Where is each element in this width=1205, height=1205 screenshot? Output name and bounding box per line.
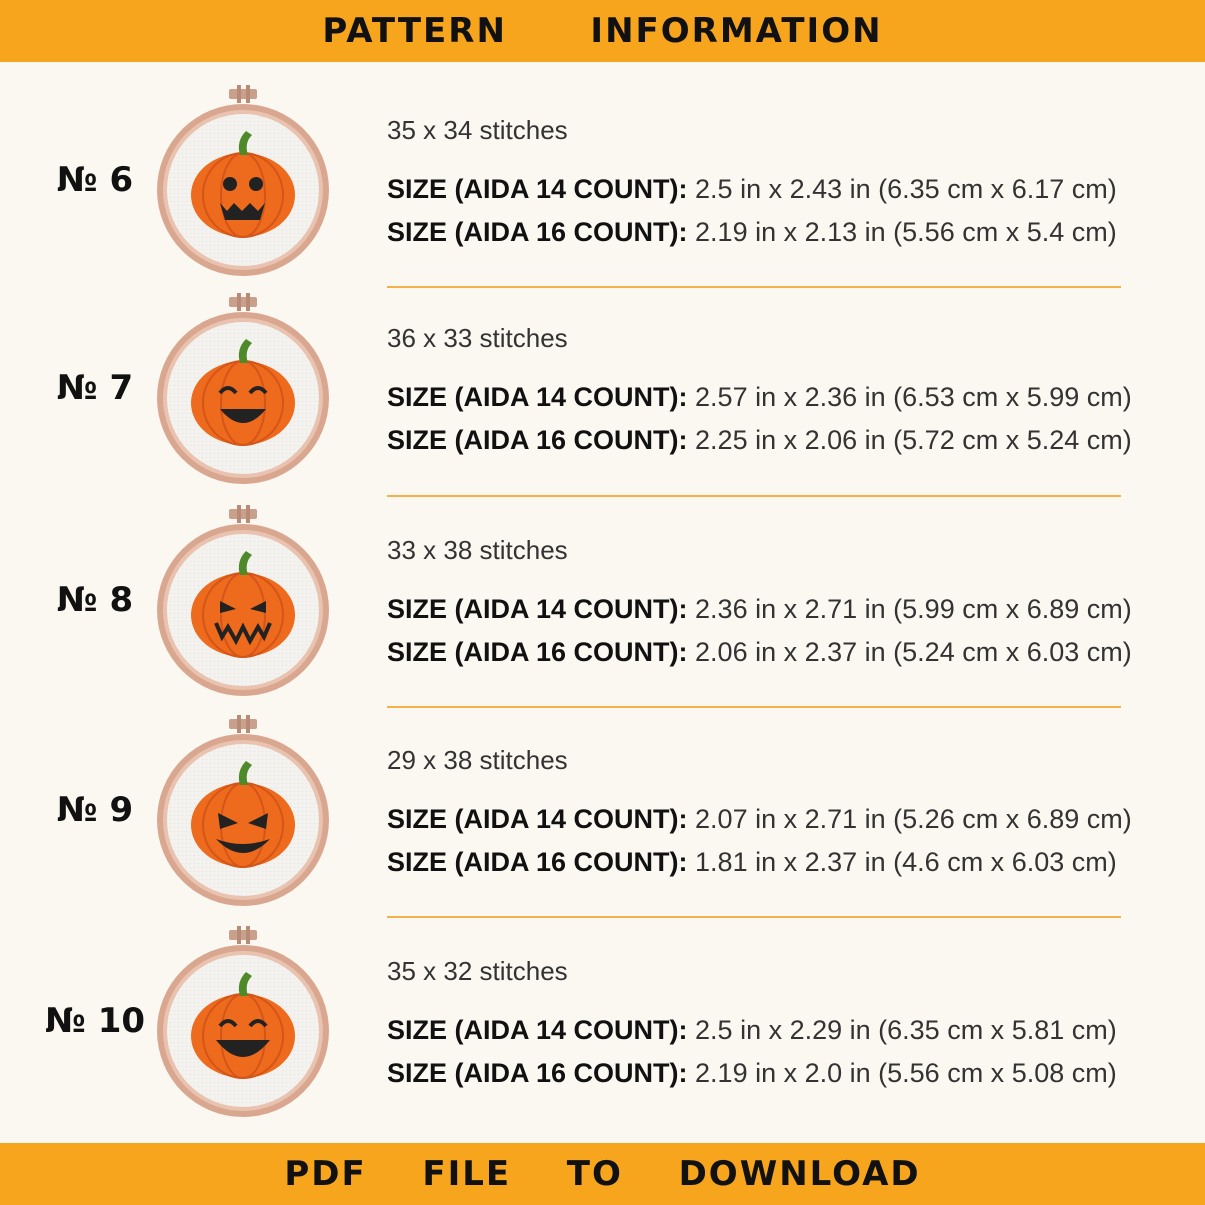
size-aida-16 <box>387 419 1132 462</box>
stitch-count: 35 x 32 stitches <box>387 956 568 986</box>
size-aida-14 <box>387 376 1132 419</box>
size-aida-14 <box>387 1009 1117 1052</box>
divider <box>387 916 1121 918</box>
footer-banner <box>0 1143 1205 1205</box>
stitch-count: 29 x 38 stitches <box>387 745 568 775</box>
size-aida-14 <box>387 168 1117 211</box>
pattern-number: № 8 <box>56 580 134 620</box>
size-aida-14 <box>387 798 1132 841</box>
size-value: 2.06 in x 2.37 in (5.24 cm x 6.03 cm) <box>695 637 1132 667</box>
size-aida-16 <box>387 211 1117 254</box>
pumpkin-angry-image <box>150 505 335 700</box>
divider <box>387 286 1121 288</box>
size-label: SIZE (AIDA 16 COUNT): <box>387 1058 688 1088</box>
size-label: SIZE (AIDA 16 COUNT): <box>387 425 688 455</box>
size-value: 2.19 in x 2.0 in (5.56 cm x 5.08 cm) <box>695 1058 1117 1088</box>
header-title: PATTERN INFORMATION <box>322 11 883 51</box>
size-value: 2.25 in x 2.06 in (5.72 cm x 5.24 cm) <box>695 425 1132 455</box>
pattern-row-8 <box>0 505 1205 715</box>
pattern-row-7 <box>0 293 1205 503</box>
pattern-row-6 <box>0 85 1205 295</box>
size-label: SIZE (AIDA 14 COUNT): <box>387 594 688 624</box>
size-value: 2.5 in x 2.43 in (6.35 cm x 6.17 cm) <box>695 174 1117 204</box>
size-value: 2.5 in x 2.29 in (6.35 cm x 5.81 cm) <box>695 1015 1117 1045</box>
size-label: SIZE (AIDA 16 COUNT): <box>387 637 688 667</box>
size-label: SIZE (AIDA 14 COUNT): <box>387 1015 688 1045</box>
pumpkin-evil-image <box>150 715 335 910</box>
size-value: 2.07 in x 2.71 in (5.26 cm x 6.89 cm) <box>695 804 1132 834</box>
size-label: SIZE (AIDA 16 COUNT): <box>387 217 688 247</box>
pattern-number: № 9 <box>56 790 134 830</box>
pattern-number: № 10 <box>44 1001 146 1041</box>
size-value: 1.81 in x 2.37 in (4.6 cm x 6.03 cm) <box>695 847 1117 877</box>
stitch-count: 36 x 33 stitches <box>387 323 568 353</box>
pattern-row-9 <box>0 715 1205 925</box>
size-value: 2.57 in x 2.36 in (6.53 cm x 5.99 cm) <box>695 382 1132 412</box>
size-aida-16 <box>387 841 1132 884</box>
stitch-count: 33 x 38 stitches <box>387 535 568 565</box>
header-banner <box>0 0 1205 62</box>
size-aida-16 <box>387 631 1132 674</box>
size-label: SIZE (AIDA 14 COUNT): <box>387 804 688 834</box>
size-label: SIZE (AIDA 14 COUNT): <box>387 174 688 204</box>
size-value: 2.19 in x 2.13 in (5.56 cm x 5.4 cm) <box>695 217 1117 247</box>
pattern-number: № 6 <box>56 160 134 200</box>
pumpkin-happy-image <box>150 926 335 1121</box>
pattern-number: № 7 <box>56 368 134 408</box>
footer-title: PDF FILE TO DOWNLOAD <box>284 1154 921 1194</box>
pumpkin-smiling-image <box>150 293 335 488</box>
size-aida-16 <box>387 1052 1117 1095</box>
size-value: 2.36 in x 2.71 in (5.99 cm x 6.89 cm) <box>695 594 1132 624</box>
size-label: SIZE (AIDA 14 COUNT): <box>387 382 688 412</box>
size-label: SIZE (AIDA 16 COUNT): <box>387 847 688 877</box>
stitch-count: 35 x 34 stitches <box>387 115 568 145</box>
size-aida-14 <box>387 588 1132 631</box>
divider <box>387 706 1121 708</box>
pumpkin-jack-o-lantern-image <box>150 85 335 280</box>
divider <box>387 495 1121 497</box>
pattern-row-10 <box>0 926 1205 1136</box>
